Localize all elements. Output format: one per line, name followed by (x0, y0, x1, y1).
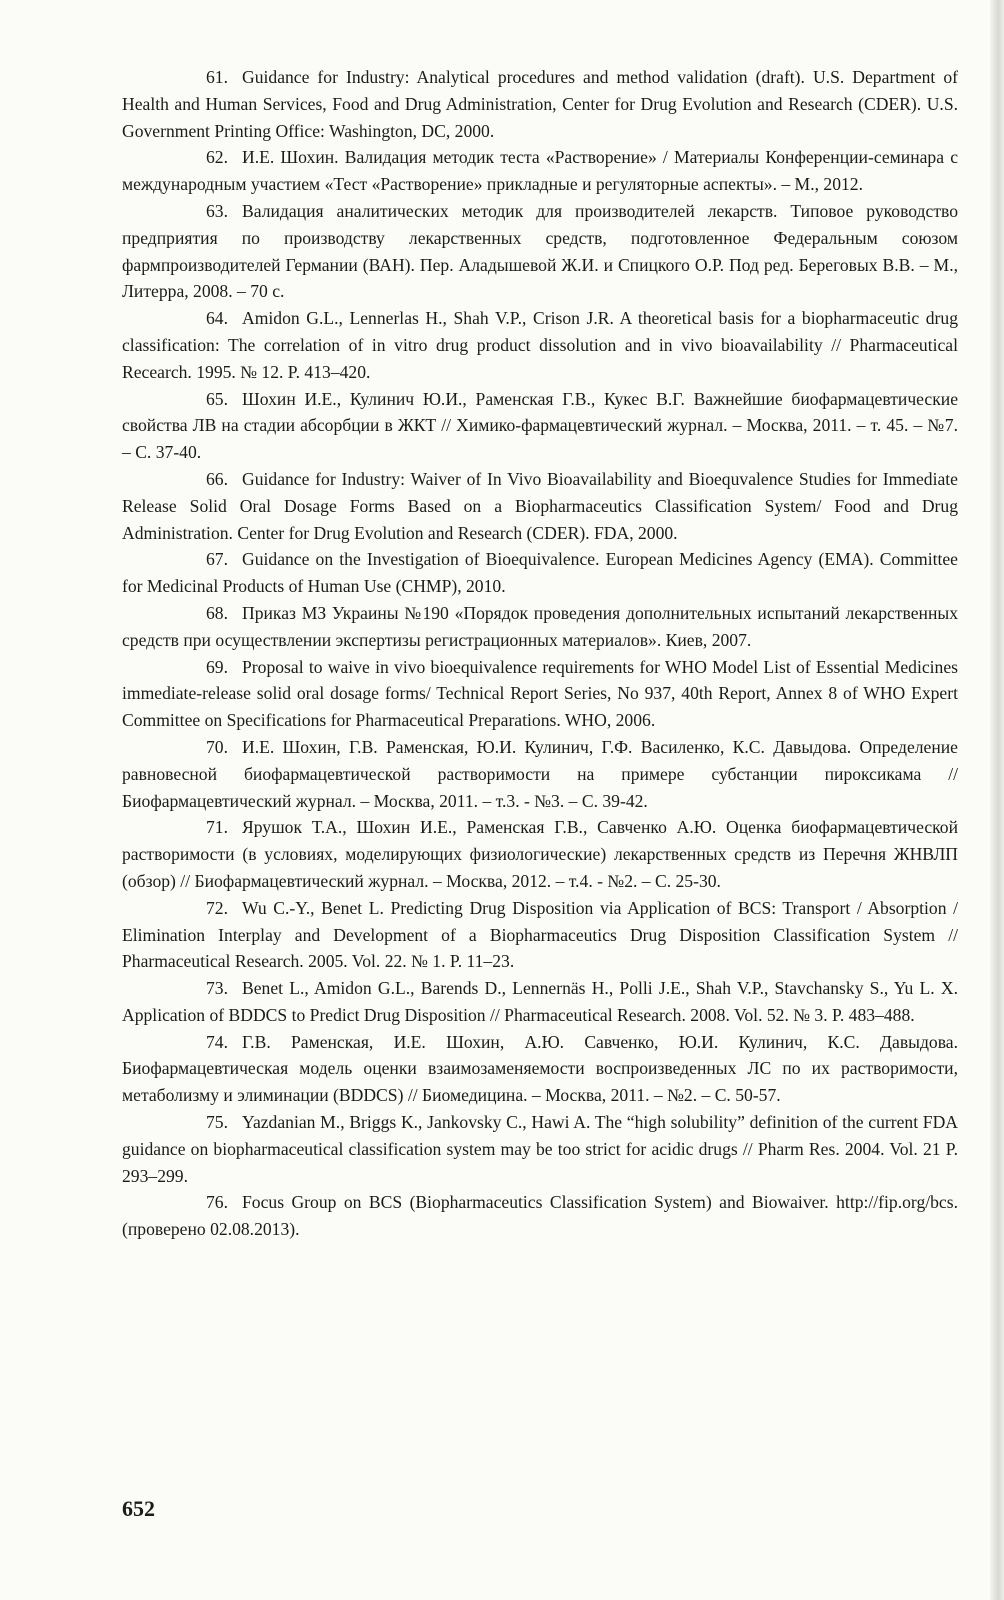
reference-text: Amidon G.L., Lennerlas H., Shah V.P., Crison J.R. A theoretical basis for a biopharmaceutic drug classification: The correlation of in vitro drug product dissolution and in vivo bioavailability // Pharmaceutical Recearch. 1995. № 12. P. 413–420. (122, 308, 958, 382)
reference-68 (122, 600, 958, 654)
reference-65 (122, 386, 958, 466)
reference-72 (122, 895, 958, 975)
reference-text: Guidance for Industry: Waiver of In Vivo Bioavailability and Bioequvalence Studies for Immediate Release Solid Oral Dosage Forms Based on a Biopharmaceutics Classification System/ Food and Drug Administration. Center for Drug Evolution and Research (CDER). FDA, 2000. (122, 468, 958, 543)
reference-number: 71. (206, 817, 228, 838)
reference-70 (122, 734, 958, 814)
reference-number: 70. (206, 736, 228, 757)
reference-61 (122, 64, 958, 144)
reference-text: Benet L., Amidon G.L., Barends D., Lennernäs H., Polli J.E., Shah V.P., Stavchansky S., Yu L. X. Application of BDDCS to Predict Drug Disposition // Pharmaceutical Research. 2008. Vol. 52. № 3. P. 483–488. (122, 978, 958, 1025)
reference-text: Ярушок Т.А., Шохин И.Е., Раменская Г.В., Савченко А.Ю. Оценка биофармацевтической растворимости (в условиях, моделирующих физиологические) лекарственных средств из Перечня ЖНВЛП (обзор) // Биофармацевтический журнал. – Москва, 2012. – т.4. - №2. – С. 25-30. (122, 817, 958, 891)
reference-number: 62. (206, 147, 228, 168)
reference-73 (122, 975, 958, 1029)
reference-number: 72. (206, 897, 228, 918)
reference-64 (122, 305, 958, 385)
reference-number: 68. (206, 602, 228, 623)
reference-69 (122, 654, 958, 734)
reference-75 (122, 1109, 958, 1189)
reference-text: Валидация аналитических методик для производителей лекарств. Типовое руководство предприятия по производству лекарственных средств, подготовленное Федеральным союзом фармпроизводителей Германии (ВАН). Пер. Аладышевой Ж.И. и Спицкого О.Р. Под ред. Береговых В.В. – М., Литерра, 2008. – 70 с. (122, 200, 958, 302)
reference-number: 66. (206, 468, 228, 489)
reference-text: Шохин И.Е., Кулинич Ю.И., Раменская Г.В., Кукес В.Г. Важнейшие биофармацевтические свойства ЛВ на стадии абсорбции в ЖКТ // Химико-фармацевтический журнал. – Москва, 2011. – т. 45. – №7. – С. 37-40. (122, 388, 958, 463)
reference-66 (122, 466, 958, 546)
reference-text: Focus Group on BCS (Biopharmaceutics Classification System) and Biowaiver. http://fip.org/bcs. (проверено 02.08.2013). (122, 1192, 958, 1240)
reference-number: 61. (206, 67, 228, 87)
reference-71 (122, 814, 958, 894)
reference-76 (122, 1189, 958, 1243)
reference-list (122, 64, 958, 1243)
reference-text: Yazdanian M., Briggs K., Jankovsky C., Hawi A. The “high solubility” definition of the current FDA guidance on biopharmaceutical classification system may be too strict for acidic drugs // Pharm Res. 2004. Vol. 21 P. 293–299. (122, 1112, 958, 1186)
reference-number: 69. (206, 656, 228, 677)
reference-text: И.Е. Шохин. Валидация методик теста «Растворение» / Материалы Конференции-семинара с международным участием «Тест «Растворение» прикладные и регуляторные аспекты». – М., 2012. (122, 147, 958, 195)
reference-text: Guidance for Industry: Analytical procedures and method validation (draft). U.S. Department of Health and Human Services, Food and Drug Administration, Center for Drug Evolution and Research (CDER). U.S. Government Printing Office: Washington, DC, 2000. (122, 67, 958, 141)
reference-62 (122, 144, 958, 198)
reference-number: 65. (206, 388, 228, 409)
reference-text: И.Е. Шохин, Г.В. Раменская, Ю.И. Кулинич, Г.Ф. Василенко, К.С. Давыдова. Определение равновесной биофармацевтической растворимости на примере субстанции пироксикама // Биофармацевтический журнал. – Москва, 2011. – т.3. - №3. – С. 39-42. (122, 736, 958, 811)
reference-text: Г.В. Раменская, И.Е. Шохин, А.Ю. Савченко, Ю.И. Кулинич, К.С. Давыдова. Биофармацевтическая модель оценки взаимозаменяемости воспроизведенных ЛС по их растворимости, метаболизму и элиминации (BDDCS) // Биомедицина. – Москва, 2011. – №2. – С. 50-57. (122, 1031, 958, 1106)
page-edge-shadow (990, 0, 1004, 1600)
reference-text: Guidance on the Investigation of Bioequivalence. European Medicines Agency (EMA). Committee for Medicinal Products of Human Use (CHMP), 2010. (122, 549, 958, 597)
reference-text: Wu C.-Y., Benet L. Predicting Drug Disposition via Application of BCS: Transport / Absorption / Elimination Interplay and Development of a Biopharmaceutics Drug Disposition Classification System // Pharmaceutical Research. 2005. Vol. 22. № 1. P. 11–23. (122, 897, 958, 972)
reference-number: 73. (206, 978, 228, 999)
reference-number: 74. (206, 1031, 228, 1052)
reference-text: Приказ МЗ Украины №190 «Порядок проведения дополнительных испытаний лекарственных средств при осуществлении экспертизы регистрационных материалов». Киев, 2007. (122, 602, 958, 650)
reference-63 (122, 198, 958, 305)
reference-number: 64. (206, 308, 228, 329)
reference-number: 67. (206, 549, 228, 570)
reference-text: Proposal to waive in vivo bioequivalence requirements for WHO Model List of Essential Medicines immediate-release solid oral dosage forms/ Technical Report Series, No 937, 40th Report, Annex 8 of WHO Expert Committee on Specifications for Pharmaceutical Preparations. WHO, 2006. (122, 656, 958, 731)
page-number: 652 (122, 1496, 155, 1521)
reference-74 (122, 1029, 958, 1109)
reference-number: 63. (206, 200, 228, 221)
reference-number: 75. (206, 1112, 228, 1133)
reference-number: 76. (206, 1192, 228, 1213)
reference-67 (122, 546, 958, 600)
